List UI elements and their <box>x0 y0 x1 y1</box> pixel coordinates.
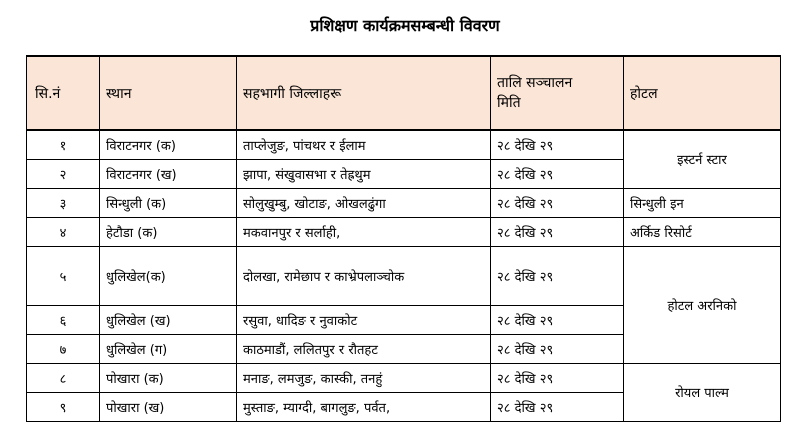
cell-hotel-sindhuli-inn: सिन्धुली इन <box>624 188 781 217</box>
cell-date: २८ देखि २९ <box>491 392 624 421</box>
cell-date: २८ देखि २९ <box>491 305 624 334</box>
cell-date: २८ देखि २९ <box>491 334 624 363</box>
header-date-line1: तालि सञ्चालन <box>497 75 573 91</box>
cell-serial-number: १ <box>27 130 100 159</box>
cell-districts: काठमाडौं, ललितपुर र रौतहट <box>237 334 491 363</box>
header-hotel: होटल <box>624 56 781 130</box>
cell-date: २८ देखि २९ <box>491 246 624 305</box>
cell-serial-number: ३ <box>27 188 100 217</box>
cell-date: २८ देखि २९ <box>491 363 624 392</box>
cell-serial-number: २ <box>27 159 100 188</box>
cell-hotel-orchid-resort: अर्किड रिसोर्ट <box>624 217 781 246</box>
table-header-row <box>27 56 781 130</box>
cell-districts: मकवानपुर र सर्लाही, <box>237 217 491 246</box>
cell-place: धुलिखेल (ग) <box>100 334 237 363</box>
cell-districts: ताप्लेजुङ, पांचथर र ईलाम <box>237 130 491 159</box>
cell-date: २८ देखि २९ <box>491 159 624 188</box>
cell-districts: झापा, संखुवासभा र तेह्रथुम <box>237 159 491 188</box>
cell-serial-number: ९ <box>27 392 100 421</box>
cell-date: २८ देखि २९ <box>491 130 624 159</box>
cell-hotel-eastern-star: इस्टर्न स्टार <box>624 130 781 188</box>
table-row <box>27 130 781 159</box>
table-row <box>27 363 781 392</box>
cell-place: सिन्धुली (क) <box>100 188 237 217</box>
header-place: स्थान <box>100 56 237 130</box>
cell-place: पोखारा (ख) <box>100 392 237 421</box>
cell-serial-number: ६ <box>27 305 100 334</box>
cell-serial-number: ४ <box>27 217 100 246</box>
cell-districts: रसुवा, धादिङ र नुवाकोट <box>237 305 491 334</box>
cell-date: २८ देखि २९ <box>491 188 624 217</box>
header-date-line2: मिति <box>497 95 521 111</box>
cell-place: पोखारा (क) <box>100 363 237 392</box>
cell-serial-number: ८ <box>27 363 100 392</box>
cell-place: हेटौडा (क) <box>100 217 237 246</box>
header-serial-number: सि.नं <box>27 56 100 130</box>
cell-place: धुलिखेल(क) <box>100 246 237 305</box>
document-title: प्रशिक्षण कार्यक्रमसम्बन्धी विवरण <box>310 16 500 35</box>
cell-place: धुलिखेल (ख) <box>100 305 237 334</box>
cell-hotel-royal-palm: रोयल पाल्म <box>624 363 781 421</box>
header-districts: सहभागी जिल्लाहरू <box>237 56 491 130</box>
cell-districts: दोलखा, रामेछाप र काभ्रेपलाञ्चोक <box>237 246 491 305</box>
cell-districts: मुस्ताङ, म्याग्दी, बागलुङ, पर्वत, <box>237 392 491 421</box>
training-schedule-table <box>26 55 781 422</box>
cell-districts: सोलुखुम्बु, खोटाङ, ओखलढुंगा <box>237 188 491 217</box>
table-row <box>27 246 781 305</box>
cell-serial-number: ७ <box>27 334 100 363</box>
cell-place: विराटनगर (क) <box>100 130 237 159</box>
table-row <box>27 188 781 217</box>
cell-districts: मनाङ, लमजुङ, कास्की, तनहुं <box>237 363 491 392</box>
table-row <box>27 217 781 246</box>
cell-place: विराटनगर (ख) <box>100 159 237 188</box>
header-date <box>491 56 624 130</box>
cell-serial-number: ५ <box>27 246 100 305</box>
cell-hotel-arniko: होटल अरनिको <box>624 246 781 363</box>
cell-date: २८ देखि २९ <box>491 217 624 246</box>
